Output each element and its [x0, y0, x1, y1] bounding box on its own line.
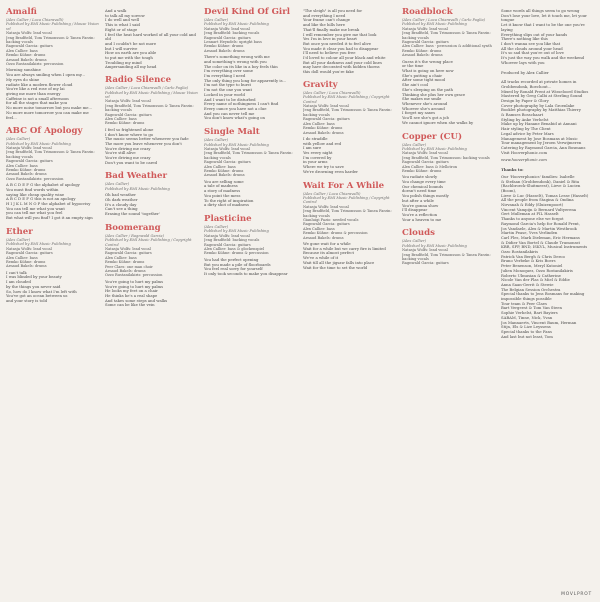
song-players: Natasja Wolfs: lead vocal Jeng Bradfield: backing vocals Ragnwald Garcia: guitars Alex Callier: bass & glockenspiel Remko Kühne: drums & percussion: [204, 233, 269, 256]
song-players: Natasja Wolfs: lead vocal Ragnwald Garcia: guitars Alex Callier: bass Remko Kühne: drums Arnaud Bakels: drums: [6, 246, 53, 269]
song-credits: (Alex Callier) Published by EMI Music Publishing: [402, 239, 467, 248]
song-bad-weather: [105, 171, 198, 216]
song-players: Natasja Wolfs: lead vocal Jeng Bradfield, Tom Trimonsson & Tanea Farzin: backing vocals Ragnwald Garcia: guitars Alex Callier: bass Remko Kühne: drums Arnaud Bakels: drums: [303, 104, 392, 135]
song-title: Single Malt: [204, 127, 260, 138]
song-credits: (Alex Callier / Ragnwald Garcia) Published by EMI Music Publishing / Copyright Control: [105, 233, 192, 247]
song-copper: [402, 132, 495, 223]
continued-lyrics: Some words all things seem to go wrong Don't lose your love, let it touch me, let your tongue Let it know that I want to be the one you're laying Everything slips out of your hands There's nothing like this I don't wanna see you like that All the clouds around your head It's so sad that you're out of love It's just the way you walk and the weekend Whoever lays with you: [501, 8, 587, 65]
song-lyrics: You radiate slowly You change every time Our chemical bounds doesn't need time You polish things mostly but after a while You're gonna show I'll disappear You're a reflection Your a heaven to me: [402, 174, 449, 222]
song-clouds: [402, 228, 495, 265]
song-lyrics: You had the perfect opening But you made a pile of floorboards You feel real sorry for yourself It only took seconds to make you disappear: [204, 256, 288, 276]
song-credits: (Alex Callier) Published by EMI Music Publishing: [402, 142, 467, 151]
song-plasticine: [204, 214, 297, 277]
song-title: Plasticine: [204, 213, 252, 224]
website-link[interactable]: www.hooverphonic.com: [501, 157, 547, 163]
song-title: Ether: [6, 226, 33, 237]
continued-lyrics: "The sleigh" is all you need for and everything I need Your frame can't change and like the hills here That'll finally make me break I will remember you give me that look Yes I'm in love in your heart But once you needed it to feel alive You made it clear you had to disappear I'll need to believe you free I'd loved to colour all your black and white But all your darkness and your cold lines may have decorated with hidden thorns this doll would you're fake: [303, 8, 386, 75]
song-title: Clouds: [402, 228, 435, 239]
song-credits: (Alex Callier / Luca Chiaravalli) Published by EMI Music Publishing / Mouse Vision srl: [6, 18, 99, 31]
column-2: [105, 7, 198, 592]
song-lyrics: There's something wrong with me and something's wrong with you The color on its like in a boy feels thin I'm everything over some I'm everything I need The only thing you long for apparently is... I'm not the type to burst I'm not the one you want Locked in your world And I want to be disturbed Every name of nothingness I can't find Every ounce you have not a clue And you can never tell me You don't know what's going on: [204, 54, 287, 121]
produced-by: Produced by Alex Callier: [501, 70, 549, 76]
song-lyrics: A B C D E F G the alphabet of apology You must find words within saying like cheap quality wine A B C D E F G this is not an apology H I J K L M N O P the alphabet of hypocrisy You can tell me what you want you can tell me what you feel But what will you find? I got it an empty sign: [6, 182, 93, 221]
song-title: Roadblock: [402, 7, 453, 17]
song-players: Natasja Wolfs: lead vocal Jeng Bradfield, Tom Trimonsson & Tanea Farzin: backing vocals Gianluigi Fazio: needed vocals Ragnwald Garcia: guitars Alex Callier: bass Remko Kühne: drums & percussion Arnaud Bakels: drums: [303, 204, 392, 240]
song-players: Natasja Wolfs: lead vocal Ragnwald Garcia: guitars Alex Callier: bass Remko Kühne: drums Peer Claes: one man choir Arnaud Bakels: drums Ozzo Rustanilakiris: percussion: [105, 246, 163, 278]
song-lyrics: I feel so frightened alone I don't know where to go The music seems better whenever you fade The more you leave whenever you don't You're driving me crazy You're still alive You're driving me crazy Don't you want to be cared: [105, 126, 189, 165]
song-credits: (Alex Callier / Luca Chiaravalli / Carlo Paglia) Published by EMI Music Publishing: [402, 18, 486, 27]
song-credits: (Alex Callier) Published by EMI Music Publishing: [204, 18, 269, 27]
song-credits: (Alex Callier) Published by EMI Music Publishing: [6, 137, 71, 146]
song-title: Copper (CU): [402, 131, 463, 142]
song-players: Natasja Wolfs: lead vocal Jeng Bradfield: backing vocals Ragnwald Garcia: guitars Lennart Heyndels: upright bass Remko Kühne: drums Arnaud Bakels: drums: [204, 26, 262, 53]
song-lyrics: I can't talk I was blinded by your beauty I am clouded by the things you never said So, how do I know what I'm left with You've got an ocean between us and your story is told: [6, 269, 77, 303]
song-title: Bad Weather: [105, 171, 168, 182]
song-boomerang: [105, 223, 198, 308]
column-6: [501, 7, 594, 592]
song-abc-of-apology: [6, 126, 99, 221]
column-1: [6, 7, 99, 592]
song-lyrics: Oh bad weather Oh dark weather It's a cloudy day Can't see a thing Erasing the sound 'together': [105, 192, 160, 217]
song-players: Natasja Wolfs: lead vocal Jeng Bradfield, Tom Trimonsson & Tanea Farzin: backing vocals Ragnwald Garcia: guitars Alex Callier: bass Remko Kühne: drums Arnaud Bakels: drums: [204, 146, 293, 178]
song-title: Gravity: [303, 79, 338, 90]
song-title: Radio Silence: [105, 75, 172, 86]
song-credits: (Alex Callier) Published by EMI Music Publishing: [6, 237, 71, 247]
song-credits: (Alex Callier / Luca Chiaravalli) Published by EMI Music Publishing / Copyright Control: [303, 191, 390, 205]
song-players: Natasja Wolfs: lead vocal Jeng Bradfield, Tom Trimonsson & Tanea Farzin: backing vocals Ragnwald Garcia: guitars Alex Callier: bass Remko Kühne: drums Arnaud Bakels: drums Ozzo Rustanilakiris: percussion: [6, 31, 95, 67]
lyrics-columns: [6, 7, 594, 592]
song-wait-for-a-while: [303, 181, 396, 271]
song-title: Amalfi: [6, 7, 37, 17]
song-players: Natasja Wolfs: lead vocal Jeng Bradfield, Tom Trimonsson & Tanea Farzin: backing vocals Ragnwald Garcia: guitars Alex Callier: bass Remko Kühne: drums: [105, 99, 194, 126]
label-logo: MOVLPROT: [561, 592, 592, 597]
song-credits: (Alex Callier / Luca Chiaravalli / Carlo Paglia) Published by EMI Music Publishing / Mouse Vision srl: [105, 86, 198, 99]
thanks-list: Our 'Hooverphonics' families: Isabelle & Stefaan (Grobbendonk), Daniel & Rita (Rachbroeck-Sluitmeest), Lieve & Lucien (Boom), Lieve & Luc (Hasselt), Tomas Lesse (Hasselt) All the people from Stagina & Ondina Nirvanah & Eddy (Sluizenpoort) Vincent Vampijn & Bernard Vultyerena Gert Mulleman at FIL Hasselt Thanks to anyone else we forgot Raymond Garcia's help for Ronald Prent, Jos Vandaele, Alex & Martin Westbrook Martin Pease, Yves Verlinden Carl Fles, Mark Dieleman, Eric Hermans & Didier Van Bortel & Claude Trumonsst KBR, SFP, BND, ISKVL, Musical Instruments Ozzo Rostanilakiris Patrick Van Bergh & Chris Deroo Bruno Verbeke & Kris Boers Peter Benenson, Meryl Kutoniel Julien Monoquez, Ozzo Rostanilakiris Roberto Ulmusian & Catherine Nicole Van der Plas & Miel & Eddie Anna Saan-Gerrit & Stewie The Belgian Session Orchestra Special thanks to Jens Bosmans for making impossible things possible Tour team & Peer Claes Bart Vergeest & Tom Van Steen Sophie Verhelst, Bart Bayiers SABAM, Tinne, Nick, Yvan Jos Mannaerts, Vincent Baum, Herman Stijn, Els & Lize Leyssens Special thanks to the Fans And last but not least, Tom: [501, 173, 589, 339]
song-credits: (Alex Callier) Published by EMI Music Publishing: [105, 182, 170, 191]
column-4: [303, 7, 396, 592]
song-lyrics: Morning sunshine You are always smiling when I open my... My eyes do shine radiate like a modern flower cloud You're like a red rose of my lai giving me more than energy Caffeine is not a small afternoon for all the stages that make you No more noise tomorrow but you make me... No more more tomorrow you can make me feel...: [6, 67, 93, 120]
song-amalfi: [6, 7, 99, 120]
production-notes: All tracks recorded at private homes in Grobbendonk, Boechout... Mixed by Ronald Prent at Wisseloord Studios Mastered by Greg Calbi at Sterling Sound Design by Paper & Glory Cover photography by Lala Groenlake Booklet photography by Matthias Thierry & Ramses Bosschaart Styling by Anke Verhelst Make up by Hanane Benabid at Annani Hair styling by The Client Legal advice by Peter Mars Management by Jose Bosmans at Music Tour management by Jeroen Verwijmeren Catering by Raymond Garcia, Ann Bosmans Visit Hooverphonic.com: [501, 79, 589, 155]
song-ether: [6, 227, 99, 304]
song-credits: (Alex Callier) Published by EMI Music Publishing: [204, 224, 269, 234]
song-title: ABC Of Apology: [6, 126, 83, 137]
song-title: Devil Kind Of Girl: [204, 7, 290, 17]
song-lyrics: Guess it's the wrong place or the time What is going on here now She's putting a chair After some tight mood She ain't cool She's sleeping on the path Thinking she plus her own grace She makes me smile Whenever she's around Whoever she's around I forget my saxes You'll see she's got a job We cannot ignore when she walks by: [402, 58, 474, 125]
thanks-heading: Thanks to:: [501, 167, 524, 173]
song-lyrics: You are selling some a tale of madness a story of madness You point the mess To the right of inspiration a dirty shot of madness: [204, 178, 254, 208]
song-title: Wait For A While: [303, 180, 385, 191]
song-lyrics: We gone wait for a while Wait for a while but we carry fire is limited Because its almost perfect We've a while of it Wait till all the jigsaw falls into place Wait for the time to set the world: [303, 241, 386, 270]
song-players: Natasja Wolfs: lead vocal Jeng Bradfield, Tom Trimonsson & Tanea Farzin: backing vocals Ragnwald Garcia: guitars Alex Callier: bass Remko Kühne: drums Arnaud Bakels: drums Ozzo Rustanilakiris: percussion: [6, 146, 95, 181]
song-credits: (Alex Callier / Luca Chiaravalli) Published by EMI Music Publishing / Copyright Control: [303, 90, 390, 104]
song-title: Boomerang: [105, 222, 161, 233]
column-5: [402, 7, 495, 592]
column-3: [204, 7, 297, 592]
song-radio-silence: [105, 75, 198, 165]
song-lyrics: I do straddle with yellow and red I am sure Yes every night I'm covered by in your arms Where we try to save We're drowning even harder: [303, 135, 358, 174]
song-single-malt: [204, 127, 297, 208]
song-players: Natasja Wolfs: lead vocal Jeng Bradfield, Tom Trimonsson & Tanea Farzin: backing vocals Ragnwald Garcia: guitars: [402, 248, 491, 266]
song-devil-kind-of-girl: [204, 7, 297, 121]
continued-lyrics: And a walk to talk all my sorrow I do well and well This is what I said Eight or of stage I feel the heat hard worked of all your cold and old and I couldn't be not more but I will survive How on earth are you able to put me with the tough Troubling my mind Ampersanding all my head: [105, 8, 196, 70]
song-credits: (Alex Callier) Published by EMI Music Publishing: [204, 138, 269, 147]
song-players: Natasja Wolfs: lead vocal Jeng Bradfield, Tom Trimonsson: backing vocals Ragnwald Garcia: guitars Alex Callier: bass & Mellotron Remko Kühne: drums: [402, 151, 490, 173]
song-gravity: [303, 80, 396, 175]
song-roadblock: [402, 7, 495, 126]
song-players: Natasja Wolfs: lead vocal Jeng Bradfield, Tom Trimonsson & Tanea Farzin: backing vocals Ragnwald Garcia: guitars Alex Callier: bass · percussion & additional synth Remko Kühne: drums Arnaud Bakels: drums: [402, 26, 492, 58]
song-lyrics: You're going to hurt my palms You're going to hurt my palms He looks my feet on a chair He thinks he's a real shape And takes some steps and walks Some can be like the vein: [105, 278, 168, 308]
